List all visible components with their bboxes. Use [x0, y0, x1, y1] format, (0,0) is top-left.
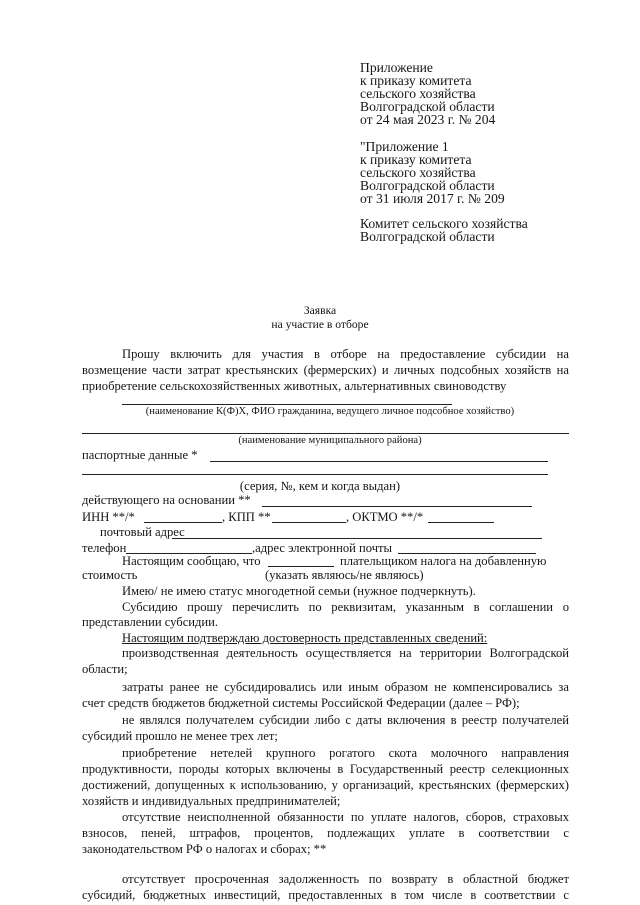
applicant-name-field[interactable] — [122, 404, 452, 405]
appendix-line: от 24 мая 2023 г. № 204 — [360, 112, 496, 127]
basis-field[interactable] — [262, 506, 532, 507]
kpp-label: , КПП ** — [222, 510, 271, 524]
confirmation-heading: Настоящим подтверждаю достоверность представленных сведений: — [122, 631, 488, 645]
address-label: почтовый адрес — [100, 525, 185, 539]
district-field[interactable] — [82, 433, 569, 434]
statement-line: субсидий, бюджетных инвестиций, предоставленных в том числе в соответствии с — [82, 888, 569, 902]
statement-line: законодательством РФ о налогах и сборах; ** — [82, 842, 327, 856]
intro-line: приобретение сельскохозяйственных животных, альтернативных свиноводству — [82, 379, 507, 393]
inn-label: ИНН **/* — [82, 510, 135, 524]
intro-line: Прошу включить для участия в отборе на предоставление субсидии на — [122, 347, 569, 361]
appendix-line: сельского хозяйства — [360, 86, 476, 101]
intro-line: возмещение части затрат крестьянских (фермерских) и личных подсобных хозяйств на — [82, 363, 569, 377]
statement-line: приобретение нетелей крупного рогатого скота молочного направления — [122, 746, 569, 760]
passport-field-2[interactable] — [82, 474, 548, 475]
subsidy-line: представлении субсидии. — [82, 615, 219, 629]
appendix-line: от 31 июля 2017 г. № 209 — [360, 191, 505, 206]
addressee-line: Волгоградской области — [360, 229, 495, 244]
vat-caption: (указать являюсь/не являюсь) — [265, 568, 424, 582]
statement-line: взносов, пеней, штрафов, процентов, подлежащих уплате в соответствии с — [82, 826, 569, 840]
statement-line: продуктивности, породы которых включены в Государственный реестр селекционных — [82, 762, 569, 776]
kpp-field[interactable] — [272, 522, 346, 523]
statement-line: достижений, допущенных к использованию, у организаций, крестьянских (фермерских) — [82, 778, 569, 792]
vat-suffix: плательщиком налога на добавленную — [340, 554, 547, 568]
statement-line: хозяйств и индивидуальных предпринимателей; — [82, 794, 341, 808]
statement-line: счет средств бюджетов бюджетной системы Российской Федерации (далее – РФ); — [82, 696, 520, 710]
statement-line: производственная деятельность осуществляется на территории Волгоградской — [122, 646, 569, 660]
appendix-line: к приказу комитета — [360, 73, 472, 88]
appendix-line: к приказу комитета — [360, 152, 472, 167]
document-title: Заявка — [303, 304, 337, 317]
subsidy-line: Субсидию прошу перечислить по реквизитам, указанным в соглашении о — [122, 600, 569, 614]
statement-line: области; — [82, 662, 128, 676]
passport-caption: (серия, №, кем и когда выдан) — [239, 479, 401, 493]
passport-field[interactable] — [210, 461, 548, 462]
statement-line: не являлся получателем субсидии либо с даты включения в реестр получателей — [122, 713, 569, 727]
name-caption: (наименование К(Ф)Х, ФИО гражданина, ведущего личное подсобное хозяйство) — [145, 406, 515, 417]
address-field[interactable] — [172, 538, 542, 539]
statement-line: отсутствие неисполненной обязанности по уплате налогов, сборов, страховых — [122, 810, 569, 824]
district-caption: (наименование муниципального района) — [238, 435, 422, 446]
appendix-line: сельского хозяйства — [360, 165, 476, 180]
statement-line: затраты ранее не субсидировались или иным образом не компенсировались за — [122, 680, 569, 694]
statement-line: субсидий прошло не менее трех лет; — [82, 729, 278, 743]
passport-label: паспортные данные * — [82, 448, 198, 462]
oktmo-field[interactable] — [428, 522, 494, 523]
basis-label: действующего на основании ** — [82, 493, 251, 507]
email-label: ,адрес электронной почты — [252, 541, 393, 555]
inn-field[interactable] — [144, 522, 222, 523]
appendix-line: Приложение — [360, 60, 433, 75]
phone-label: телефон — [82, 541, 127, 555]
addressee-line: Комитет сельского хозяйства — [360, 216, 528, 231]
vat-prefix: Настоящим сообщаю, что — [122, 554, 261, 568]
oktmo-label: , ОКТМО **/* — [346, 510, 424, 524]
family-status: Имею/ не имею статус многодетной семьи (нужное подчеркнуть). — [122, 584, 476, 598]
appendix-line: "Приложение 1 — [360, 139, 449, 154]
appendix-line: Волгоградской области — [360, 99, 495, 114]
document-subtitle: на участие в отборе — [271, 318, 369, 331]
statement-line: отсутствует просроченная задолженность по возврату в областной бюджет — [122, 872, 569, 886]
appendix-line: Волгоградской области — [360, 178, 495, 193]
vat-cost: стоимость — [82, 568, 138, 582]
